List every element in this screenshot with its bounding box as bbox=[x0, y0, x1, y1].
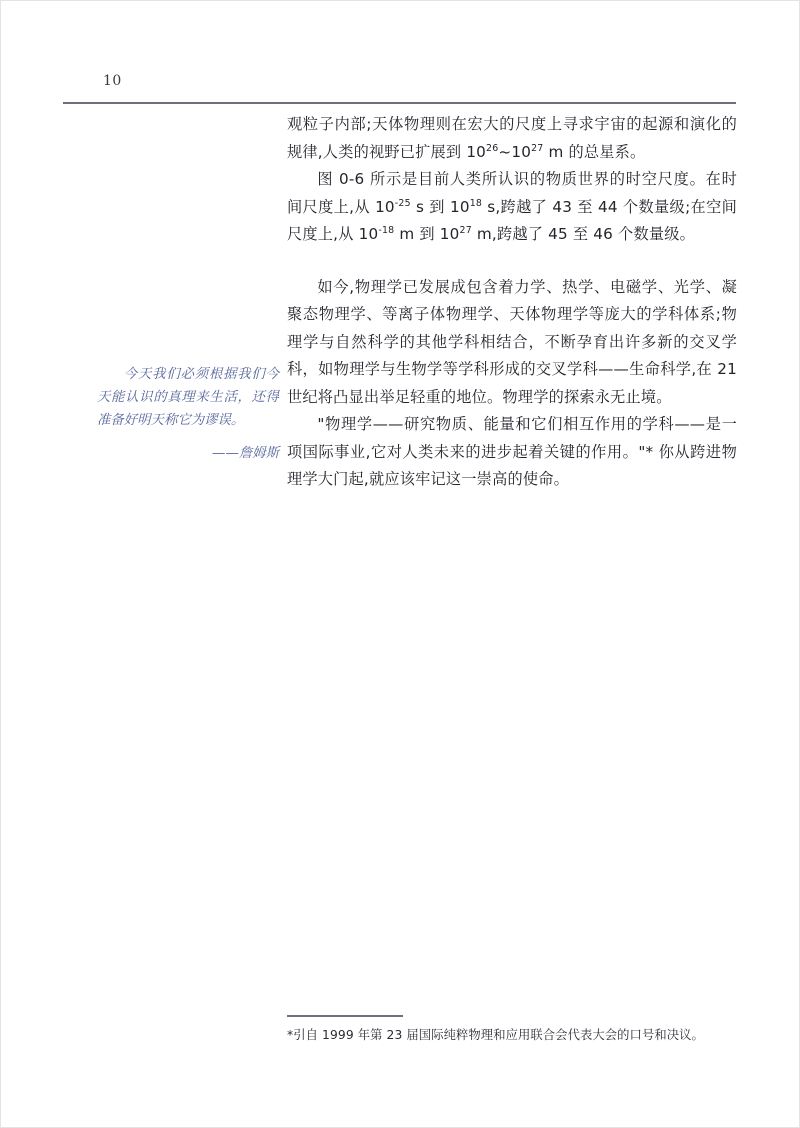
page-number: 10 bbox=[103, 73, 122, 89]
exponent: -18 bbox=[378, 224, 395, 236]
exponent: 27 bbox=[459, 224, 472, 236]
footnote-text: *引自 1999 年第 23 届国际纯粹物理和应用联合会代表大会的口号和决议。 bbox=[287, 1027, 704, 1042]
exponent: 26 bbox=[486, 142, 499, 154]
body-text-column bbox=[287, 111, 737, 494]
text-run: 如今,物理学已发展成包含着力学、热学、电磁学、光学、凝聚态物理学、等离子体物理学、天体物理学等庞大的学科体系;物理学与自然科学的其他学科相结合，不断孕育出许多新的交叉学科，如物理学与生物学等学科形成的交叉学科——生命科学,在 21 世纪将凸显出举足轻重的地位。物理学的探索永无止境。 bbox=[287, 277, 737, 406]
margin-quote-attribution: ——詹姆斯 bbox=[212, 446, 279, 461]
text-run: m,跨越了 45 至 46 个数量级。 bbox=[471, 225, 695, 243]
exponent: -25 bbox=[394, 197, 411, 209]
text-run: m 的总星系。 bbox=[543, 142, 646, 161]
footnote bbox=[287, 1015, 739, 1045]
exponent: 18 bbox=[469, 197, 483, 209]
text-run: s,跨越了 43 至 44 个数量级;在空间尺度上,从 10 bbox=[287, 197, 738, 243]
text-run: 观粒子内部;天体物理则在宏大的尺度上寻求宇宙的起源和演化的规律,人类的视野已扩展到 10 bbox=[287, 115, 737, 161]
margin-quote bbox=[97, 363, 279, 465]
footnote-rule bbox=[287, 1015, 403, 1017]
text-run: ~10 bbox=[498, 142, 532, 161]
paragraph-gap bbox=[287, 249, 737, 274]
p-quotation bbox=[287, 411, 737, 494]
text-run: "物理学——研究物质、能量和它们相互作用的学科——是一项国际事业,它对人类未来的进步起着关键的作用。"* 你从跨进物理学大门起,就应该牢记这一崇高的使命。 bbox=[287, 415, 737, 488]
p-disciplines bbox=[287, 274, 737, 412]
exponent: 27 bbox=[531, 142, 544, 154]
text-run: s 到 10 bbox=[410, 197, 470, 216]
text-run: m 到 10 bbox=[394, 225, 460, 243]
p-figure-scales bbox=[287, 166, 737, 249]
header-rule bbox=[63, 102, 736, 104]
margin-quote-text: 今天我们必须根据我们今天能认识的真理来生活，还得准备好明天称它为谬误。 bbox=[97, 367, 279, 428]
p-scale-astro bbox=[287, 111, 737, 166]
text-run: 图 0-6 所示是目前人类所认识的物质世界的时空尺度。在时间尺度上,从 10 bbox=[287, 170, 737, 216]
